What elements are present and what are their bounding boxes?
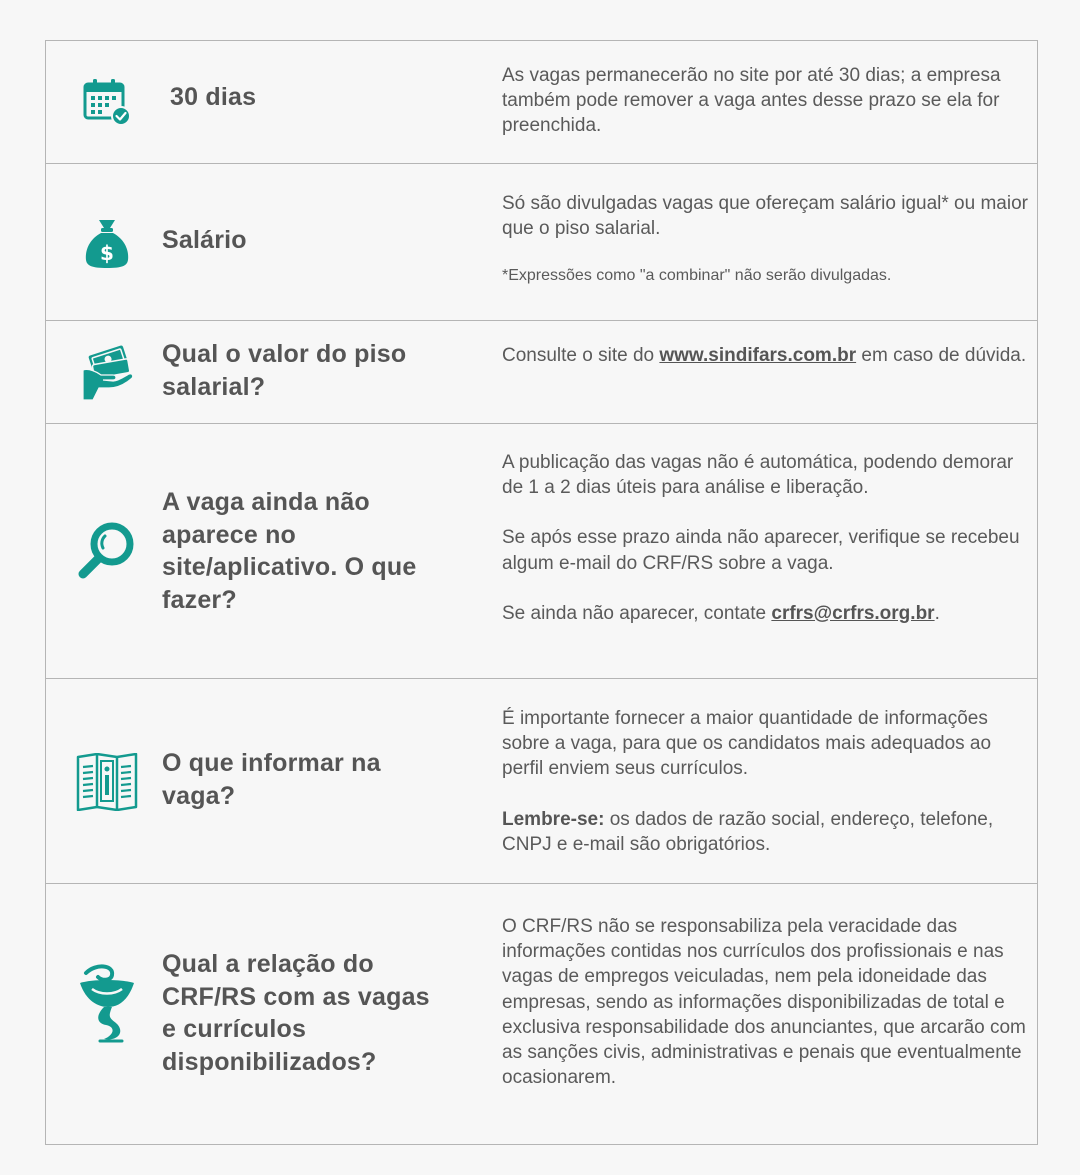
description-text: Só são divulgadas vagas que ofereçam salário igual* ou maior que o piso salarial. (502, 193, 1028, 240)
row-description (502, 343, 1034, 368)
row-o-que-informar (46, 678, 1037, 883)
row-salario (46, 163, 1037, 320)
reminder-label: Lembre-se: (502, 808, 605, 830)
row-title: A vaga ainda não aparece no site/aplicativo. O que fazer? (162, 488, 417, 614)
calendar-check-icon (76, 71, 138, 133)
description-text-before: Consulte o site do (502, 345, 655, 366)
row-description (502, 191, 1034, 286)
magnifier-icon (76, 519, 138, 581)
row-title: Salário (162, 226, 247, 254)
sindifars-link[interactable]: www.sindifars.com.br (659, 345, 857, 366)
row-description (502, 706, 1034, 857)
row-description (502, 450, 1034, 626)
paragraph-2 (502, 807, 1034, 857)
svg-text:$: $ (100, 241, 114, 265)
paragraph-3-before: Se ainda não aparecer, contate (502, 602, 767, 624)
description-text: O CRF/RS não se responsabiliza pela veracidade das informações contidas nos currículos dos profissionais e nas vagas de empregos veiculadas, nem pela idoneidade das empresas, sendo as informações disponibilizadas de total e exclusiva responsabilidade dos anunciantes, que arcarão com as sanções civis, administrativas e penais que eventualmente ocasionarem. (502, 916, 1026, 1089)
row-title: Qual a relação do CRF/RS com as vagas e currículos disponibilizados? (162, 950, 430, 1076)
row-relacao-crf (46, 883, 1037, 1144)
row-vaga-nao-aparece (46, 423, 1037, 678)
paragraph-2: Se após esse prazo ainda não aparecer, verifique se recebeu algum e-mail do CRF/RS sobre a vaga. (502, 527, 1020, 574)
row-description (502, 914, 1034, 1090)
row-description (502, 63, 1034, 139)
info-table (45, 40, 1038, 1145)
row-30-dias (46, 41, 1037, 163)
footnote-text: *Expressões como "a combinar" não serão divulgadas. (502, 267, 892, 285)
description-text (502, 343, 1034, 368)
pharmacy-symbol-icon (76, 972, 138, 1034)
row-title: 30 dias (170, 83, 257, 111)
email-link[interactable]: crfrs@crfrs.org.br (771, 602, 935, 624)
paragraph-1: A publicação das vagas não é automática, podendo demorar de 1 a 2 dias úteis para análise e liberação. (502, 452, 1014, 499)
paragraph-3-after: . (934, 602, 940, 624)
info-brochure-icon (76, 751, 138, 813)
paragraph-1: É importante fornecer a maior quantidade de informações sobre a vaga, para que os candidatos mais adequados ao perfil enviem seus currículos. (502, 708, 992, 780)
paragraph-3 (502, 601, 1034, 626)
row-title: Qual o valor do piso salarial? (162, 340, 407, 401)
money-bag-icon (76, 212, 138, 274)
description-text: As vagas permanecerão no site por até 30 dias; a empresa também pode remover a vaga antes desse prazo se ela for preenchida. (502, 65, 1001, 137)
reminder-text: os dados de razão social, endereço, telefone, CNPJ e e-mail são obrigatórios. (502, 808, 994, 855)
row-piso-salarial (46, 320, 1037, 423)
hand-money-icon (76, 341, 138, 403)
description-text-after: em caso de dúvida. (861, 345, 1027, 366)
row-title: O que informar na vaga? (162, 749, 381, 810)
